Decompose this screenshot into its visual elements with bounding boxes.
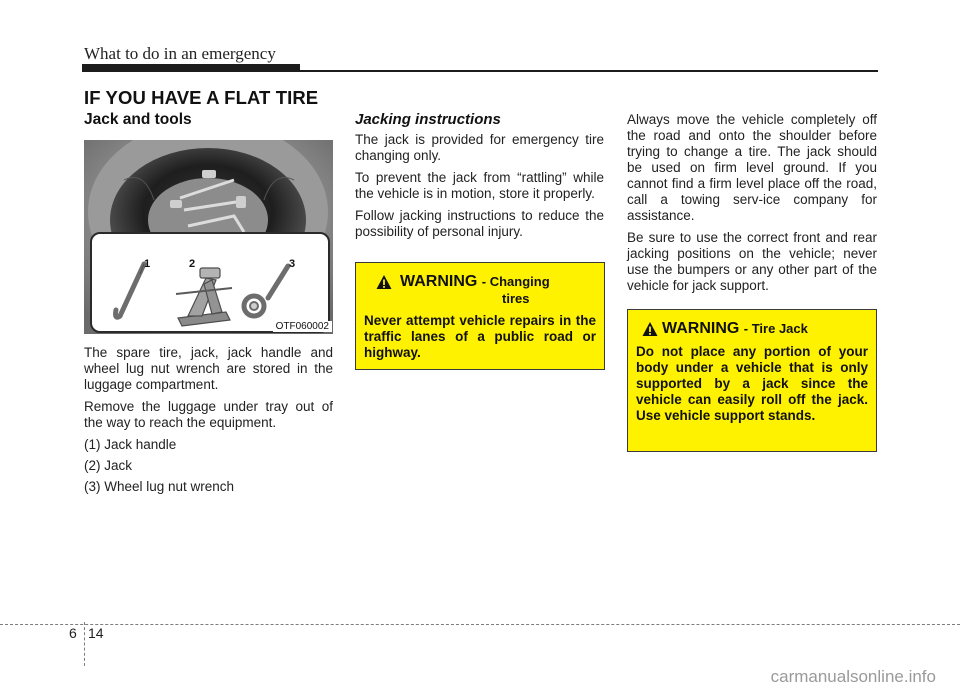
warning-body: Never attempt vehicle repairs in the traffic lanes of a public road or highway. [364,313,596,360]
page-title: IF YOU HAVE A FLAT TIRE [84,87,319,108]
watermark: carmanualsonline.info [770,667,936,686]
warning-triangle-icon [642,321,658,337]
left-column [84,112,333,128]
paragraph: The jack is provided for emergency tire changing only. [355,132,604,163]
list-item: (2) Jack [84,458,133,473]
list-item: (1) Jack handle [84,437,177,452]
middle-column [355,112,604,246]
paragraph: Follow jacking instructions to reduce the possibility of personal injury. [355,208,604,239]
header-rule [82,70,878,72]
jack-icon [176,268,232,326]
list-item: (3) Wheel lug nut wrench [84,479,235,494]
paragraph: Always move the vehicle completely off the road and onto the shoulder before trying to change a tire. The jack should be used on firm level ground. If you cannot find a firm level place off the road, call a towing serv-ice company for assistance. [627,112,877,223]
left-text [84,345,333,500]
section-header: What to do in an emergency [84,44,276,63]
page-number: 14 [88,625,104,641]
jack-handle-icon [116,264,145,317]
jacking-heading: Jacking instructions [355,111,501,128]
warning-header [364,273,596,313]
warning-body: Do not place any portion of your body under a vehicle that is only supported by a jack since the vehicle can easily roll off the jack. Use vehicle support stands. [636,344,868,423]
figure-code: OTF060002 [273,321,332,332]
chapter-number: 6 [69,625,77,641]
jack-tools-figure [84,140,333,334]
callout-2: 2 [189,258,196,270]
warning-box-changing-tires [355,262,605,370]
warning-header [636,320,868,342]
callout-3: 3 [289,258,296,270]
warning-triangle-icon [376,274,392,290]
tools-inset [90,232,330,333]
warning-subtitle: - Changing [481,274,550,289]
paragraph: The spare tire, jack, jack handle and wheel lug nut wrench are stored in the luggage compartment. [84,345,333,392]
paragraph: To prevent the jack from “rattling” while the vehicle is in motion, store it properly. [355,170,604,201]
footer-divider [84,622,85,666]
lug-wrench-icon [244,266,288,316]
warning-subtitle-line2: tires [502,291,530,306]
footer-rule [0,624,960,625]
jack-tools-heading: Jack and tools [84,111,192,128]
paragraph: Be sure to use the correct front and rear jacking positions on the vehicle; never use the bumpers or any other part of the vehicle for jack support. [627,230,877,293]
paragraph: Remove the luggage under tray out of the way to reach the equipment. [84,399,333,430]
warning-word: WARNING [400,273,478,290]
tools-illustration [92,234,328,331]
warning-word: WARNING [662,320,740,337]
callout-1: 1 [144,258,151,270]
warning-box-tire-jack [627,309,877,452]
right-column [627,112,877,300]
warning-subtitle: - Tire Jack [743,321,808,336]
